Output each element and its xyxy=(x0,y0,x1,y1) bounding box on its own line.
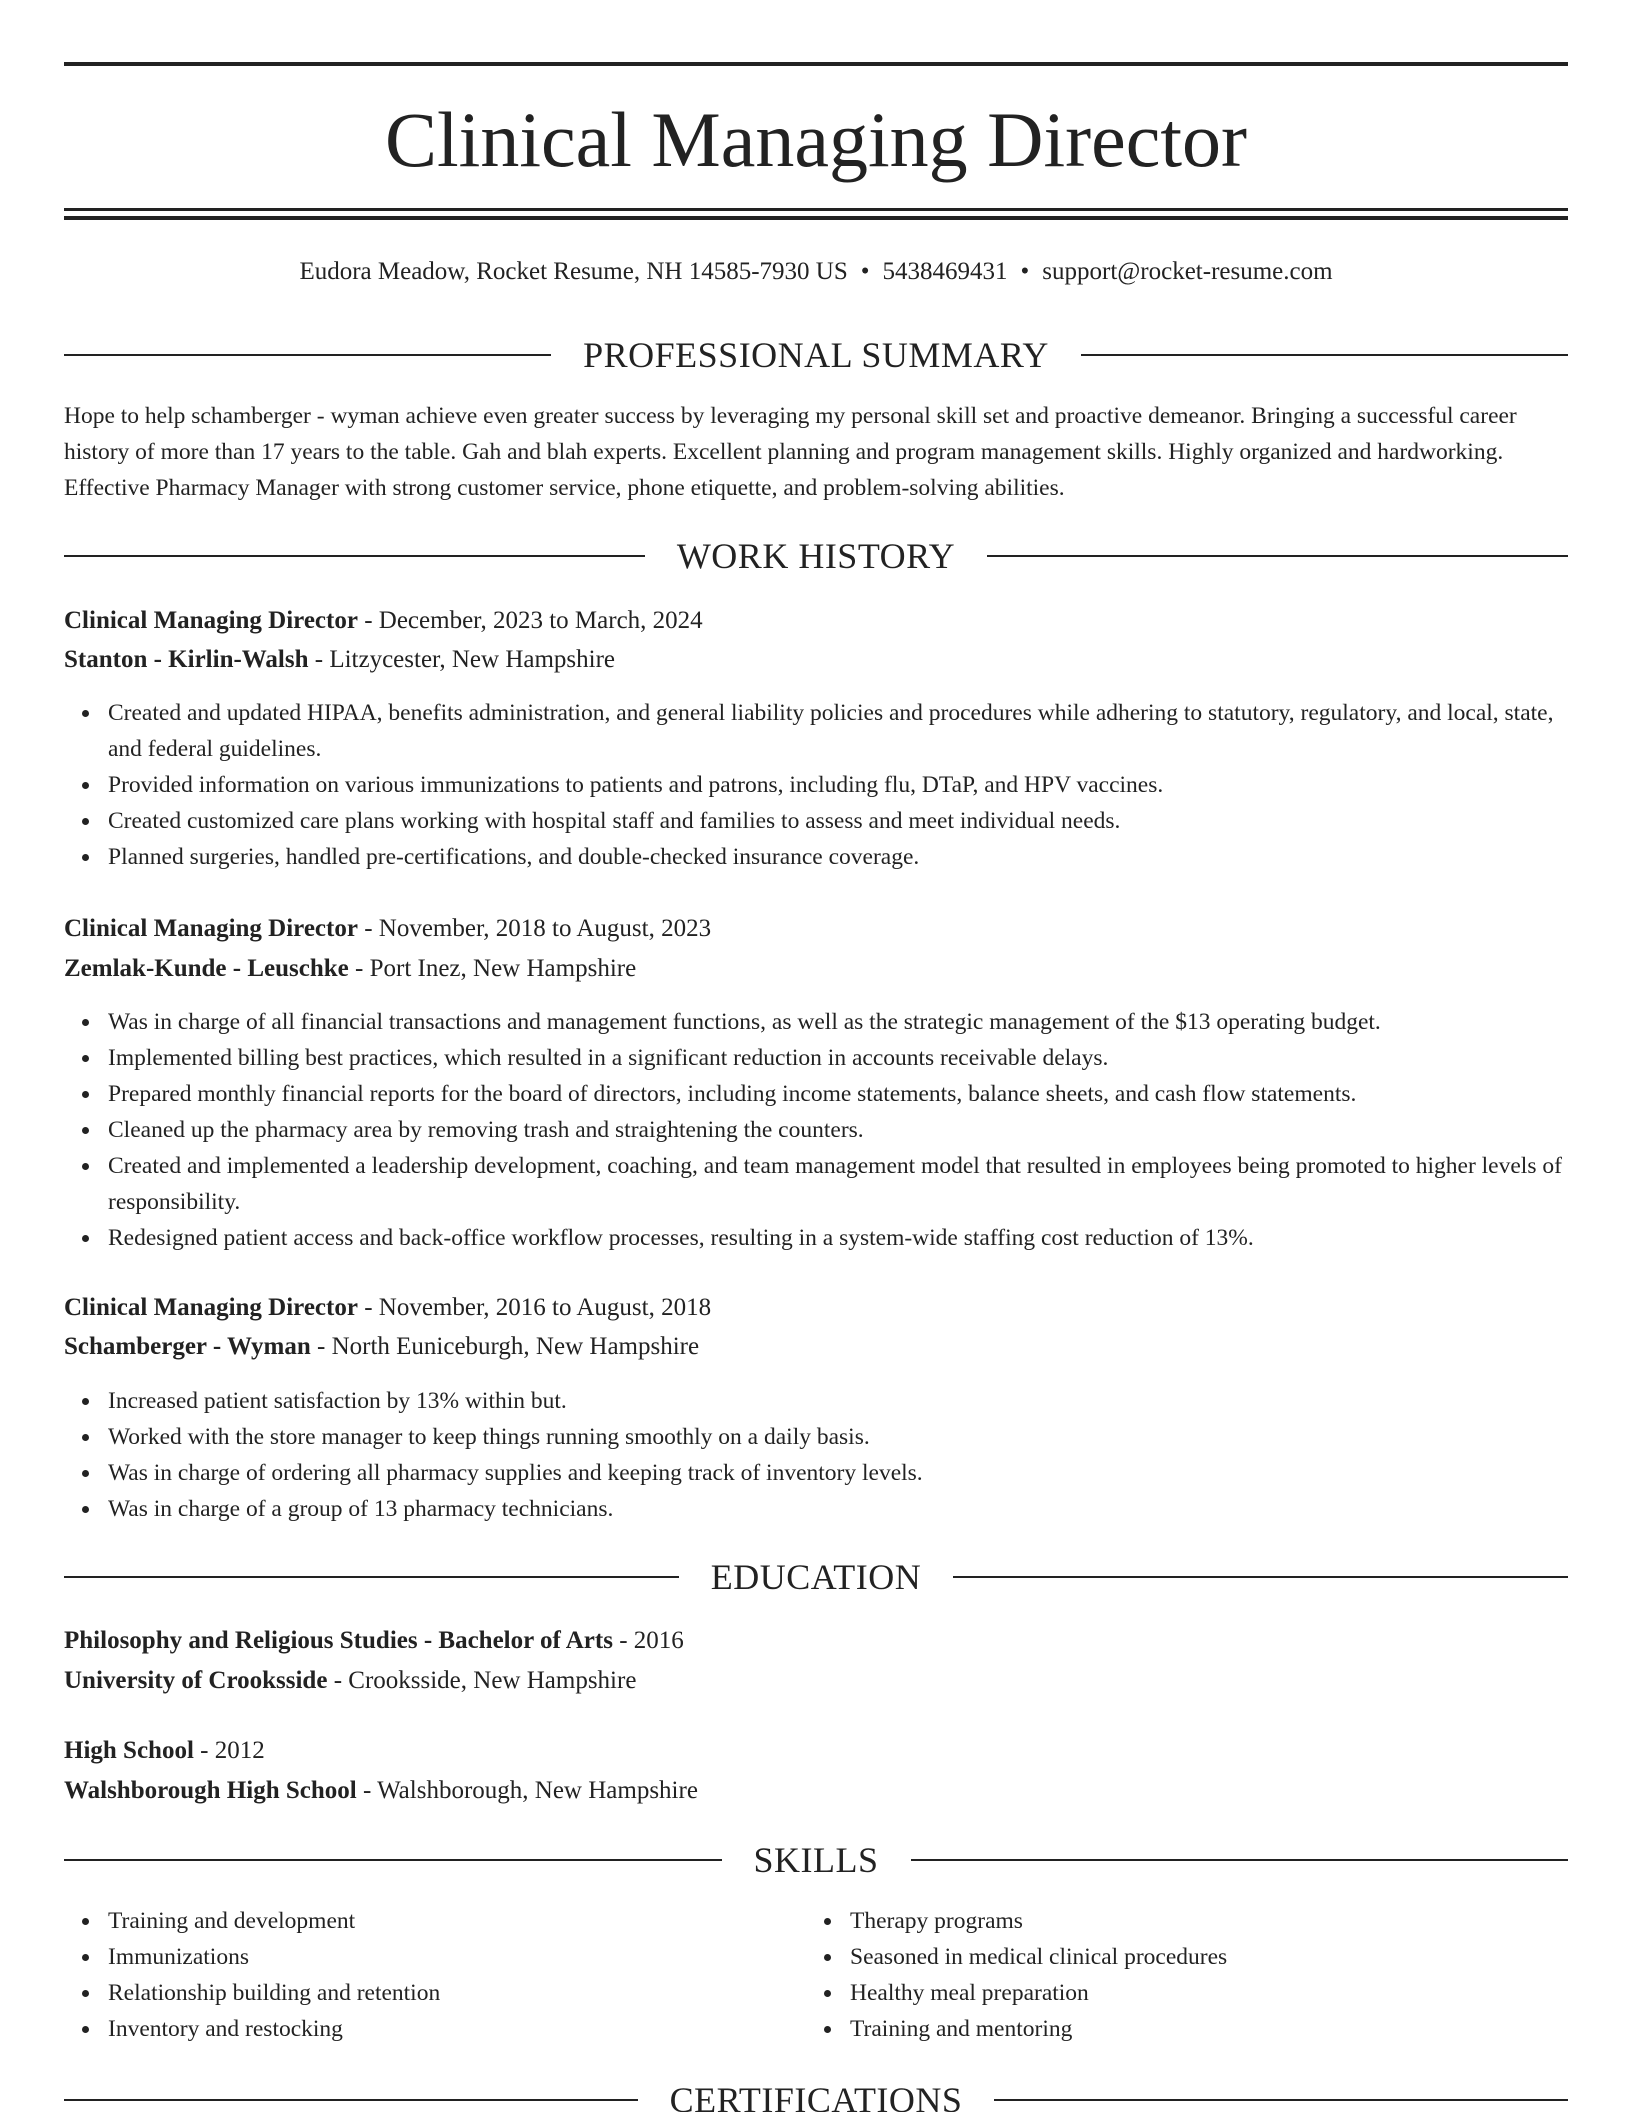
list-item: Was in charge of a group of 13 pharmacy technicians. xyxy=(108,1491,1568,1527)
job-location: - Litzycester, New Hampshire xyxy=(308,646,616,673)
contact-line xyxy=(64,256,1568,288)
job-company-line xyxy=(64,642,1568,678)
education-degree: High School xyxy=(64,1737,194,1764)
job-dates: - December, 2023 to March, 2024 xyxy=(357,607,703,634)
skills-list-left xyxy=(108,1903,788,2047)
list-item: Was in charge of ordering all pharmacy supplies and keeping track of inventory levels. xyxy=(108,1455,1568,1491)
list-item: Redesigned patient access and back-office workflow processes, resulting in a system-wide staffing cost reduction of 13%. xyxy=(108,1220,1568,1256)
list-item: Was in charge of all financial transactions and management functions, as well as the strategic management of the $13 operating budget. xyxy=(108,1004,1568,1040)
job-company: Zemlak-Kunde - Leuschke xyxy=(64,955,349,982)
education-school: Walshborough High School xyxy=(64,1777,357,1804)
job-company-line xyxy=(64,951,1568,987)
section-rule xyxy=(64,555,645,557)
list-item: Inventory and restocking xyxy=(108,2011,788,2047)
list-item: Training and mentoring xyxy=(850,2011,1530,2047)
list-item: Provided information on various immunizations to patients and patrons, including flu, DTaP, and HPV vaccines. xyxy=(108,767,1568,803)
section-header-work-history xyxy=(64,534,1568,578)
section-rule xyxy=(64,1576,679,1578)
job-bullets xyxy=(108,695,1568,875)
list-item: Training and development xyxy=(108,1903,788,1939)
list-item: Created and implemented a leadership development, coaching, and team management model that resulted in employees being promoted to higher levels of responsibility. xyxy=(108,1148,1568,1220)
section-header-skills xyxy=(64,1838,1568,1882)
education-school-line xyxy=(64,1773,1568,1809)
education-year: - 2012 xyxy=(193,1737,265,1764)
contact-email: support@rocket-resume.com xyxy=(1042,258,1333,285)
section-rule xyxy=(64,354,551,356)
job-title-line xyxy=(64,603,1568,639)
list-item: Cleaned up the pharmacy area by removing trash and straightening the counters. xyxy=(108,1112,1568,1148)
job-role: Clinical Managing Director xyxy=(64,1294,358,1321)
job-dates: - November, 2018 to August, 2023 xyxy=(357,915,712,942)
list-item: Created and updated HIPAA, benefits administration, and general liability policies and procedures while adhering to statutory, regulatory, and local, state, and federal guidelines. xyxy=(108,695,1568,767)
education-location: - Walshborough, New Hampshire xyxy=(356,1777,698,1804)
section-header-certifications xyxy=(64,2078,1568,2112)
list-item: Relationship building and retention xyxy=(108,1975,788,2011)
education-year: - 2016 xyxy=(612,1627,684,1654)
list-item: Worked with the store manager to keep things running smoothly on a daily basis. xyxy=(108,1419,1568,1455)
education-degree: Philosophy and Religious Studies - Bachelor of Arts xyxy=(64,1627,613,1654)
list-item: Seasoned in medical clinical procedures xyxy=(850,1939,1530,1975)
section-rule xyxy=(987,555,1568,557)
list-item: Implemented billing best practices, which resulted in a significant reduction in accounts receivable delays. xyxy=(108,1040,1568,1076)
job-location: - Port Inez, New Hampshire xyxy=(348,955,637,982)
section-header-summary xyxy=(64,333,1568,377)
education-degree-line xyxy=(64,1733,1568,1769)
list-item: Therapy programs xyxy=(850,1903,1530,1939)
education-degree-line xyxy=(64,1623,1568,1659)
section-title: WORK HISTORY xyxy=(676,536,956,576)
section-title: SKILLS xyxy=(753,1840,879,1880)
skills-list-right xyxy=(850,1903,1530,2047)
job-bullets xyxy=(108,1004,1568,1256)
job-dates: - November, 2016 to August, 2018 xyxy=(357,1294,712,1321)
section-title: PROFESSIONAL SUMMARY xyxy=(583,335,1049,375)
list-item: Created customized care plans working with hospital staff and families to assess and meet individual needs. xyxy=(108,803,1568,839)
job-company: Stanton - Kirlin-Walsh xyxy=(64,646,309,673)
section-title: CERTIFICATIONS xyxy=(669,2080,963,2112)
section-rule xyxy=(1081,354,1568,356)
section-rule xyxy=(64,2099,638,2101)
job-company-line xyxy=(64,1329,1568,1365)
education-school-line xyxy=(64,1663,1568,1699)
education-school: University of Crooksside xyxy=(64,1667,328,1694)
contact-separator: • xyxy=(860,258,870,285)
list-item: Immunizations xyxy=(108,1939,788,1975)
contact-separator: • xyxy=(1020,258,1030,285)
page-title: Clinical Managing Director xyxy=(384,96,1248,183)
section-header-education xyxy=(64,1555,1568,1599)
education-location: - Crooksside, New Hampshire xyxy=(327,1667,637,1694)
summary-text: Hope to help schamberger - wyman achieve even greater success by leveraging my personal skill set and proactive demeanor. Bringing a successful career history of more than 17 years to the table. Gah and blah experts. Excellent planning and program management skills. Highly organized and hardworking. Effective Pharmacy Manager with strong customer service, phone etiquette, and problem-solving abilities. xyxy=(64,403,1517,501)
section-rule xyxy=(994,2099,1568,2101)
section-title: EDUCATION xyxy=(710,1557,922,1597)
job-bullets xyxy=(108,1383,1568,1527)
section-rule xyxy=(911,1859,1569,1861)
list-item: Increased patient satisfaction by 13% within but. xyxy=(108,1383,1568,1419)
job-location: - North Euniceburgh, New Hampshire xyxy=(310,1333,700,1360)
contact-address: Eudora Meadow, Rocket Resume, NH 14585-7930 US xyxy=(299,258,848,285)
contact-phone: 5438469431 xyxy=(882,258,1008,285)
section-rule xyxy=(953,1576,1568,1578)
job-company: Schamberger - Wyman xyxy=(64,1333,311,1360)
section-rule xyxy=(64,1859,722,1861)
list-item: Prepared monthly financial reports for the board of directors, including income statements, balance sheets, and cash flow statements. xyxy=(108,1076,1568,1112)
job-title-line xyxy=(64,1290,1568,1326)
header-top-rule xyxy=(64,62,1568,66)
job-role: Clinical Managing Director xyxy=(64,607,358,634)
header-double-rule xyxy=(64,208,1568,220)
job-role: Clinical Managing Director xyxy=(64,915,358,942)
list-item: Healthy meal preparation xyxy=(850,1975,1530,2011)
list-item: Planned surgeries, handled pre-certifications, and double-checked insurance coverage. xyxy=(108,839,1568,875)
job-title-line xyxy=(64,911,1568,947)
